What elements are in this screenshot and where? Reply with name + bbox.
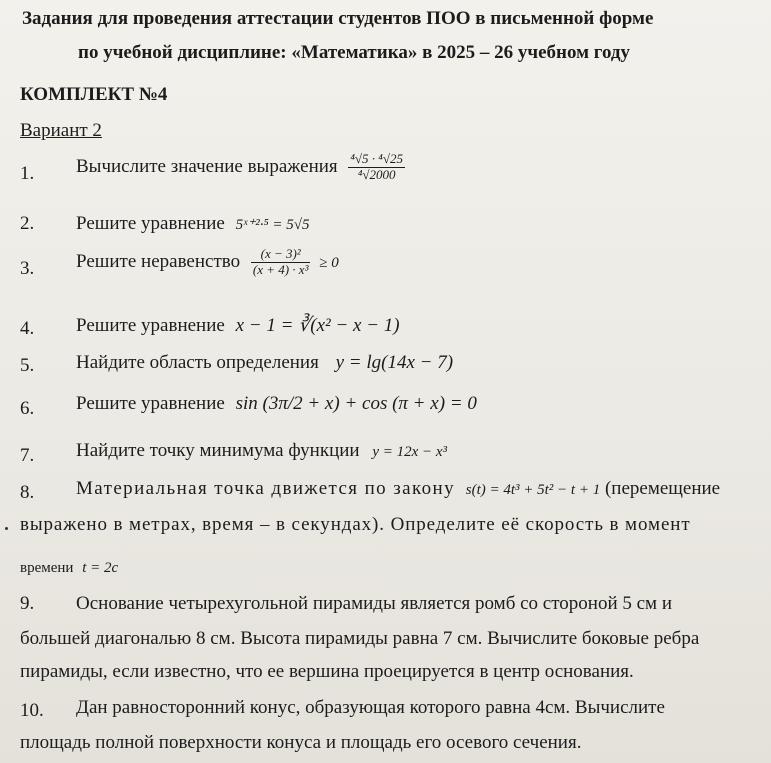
task-1-number: 1. — [20, 163, 35, 184]
task-1-fraction — [348, 152, 405, 183]
variant-title: Вариант 2 — [20, 120, 102, 141]
task-7-math: y = 12x − x³ — [372, 444, 448, 460]
task-5-text: Найдите область определения — [76, 352, 319, 373]
task-2 — [76, 213, 310, 235]
task-2-text: Решите уравнение — [76, 213, 225, 234]
task-1 — [76, 152, 405, 183]
task-8-line-3-math: t = 2c — [82, 560, 119, 576]
task-8-number: 8. — [20, 482, 35, 503]
task-2-math: 5ˣ⁺²·⁵ = 5√5 — [235, 217, 310, 233]
task-4-number: 4. — [20, 318, 35, 339]
task-8-line-3 — [20, 556, 118, 578]
task-8-tail: (перемещение — [604, 478, 721, 499]
task-2-number: 2. — [20, 213, 35, 234]
task-8-line-3-prefix: времени — [20, 560, 74, 576]
task-6-math: sin (3π/2 + x) + cos (π + x) = 0 — [235, 393, 477, 414]
margin-dot — [5, 527, 8, 530]
task-1-text: Вычислите значение выражения — [76, 155, 338, 177]
task-6-number: 6. — [20, 398, 35, 419]
task-6-text: Решите уравнение — [76, 393, 225, 414]
task-9-line-3: пирамиды, если известно, что ее вершина проецируется в центр основания. — [20, 661, 634, 682]
task-5-math: y = lg(14x − 7) — [335, 352, 454, 373]
task-7 — [76, 440, 447, 462]
task-3-denominator: (x + 4) · x³ — [252, 261, 309, 277]
task-10-number: 10. — [20, 700, 44, 721]
task-3-text: Решите неравенство — [76, 250, 241, 272]
task-8-math: s(t) = 4t³ + 5t² − t + 1 — [465, 482, 601, 498]
task-1-numerator: ⁴√5 · ⁴√25 — [350, 151, 403, 166]
task-8-text: Материальная точка движется по закону — [76, 478, 455, 499]
task-3 — [76, 247, 339, 278]
task-1-denominator: ⁴√2000 — [357, 166, 396, 182]
header-line-1: Задания для проведения аттестации студентов ПОО в письменной форме — [22, 8, 654, 29]
task-8-line-2: выражено в метрах, время – в секундах). Определите её скорость в момент — [20, 514, 691, 535]
task-9-line-1: Основание четырехугольной пирамиды является ромб со стороной 5 см и — [76, 593, 672, 614]
task-5 — [76, 352, 453, 374]
task-9-number: 9. — [20, 593, 35, 614]
task-10-line-1: Дан равносторонний конус, образующая которого равна 4см. Вычислите — [76, 697, 665, 718]
header-line-2: по учебной дисциплине: «Математика» в 2025 – 26 учебном году — [78, 42, 631, 63]
task-3-fraction — [251, 247, 311, 278]
task-7-number: 7. — [20, 445, 35, 466]
task-9-line-2: большей диагональю 8 см. Высота пирамиды равна 7 см. Вычислите боковые ребра — [20, 628, 700, 649]
task-4-text: Решите уравнение — [76, 315, 225, 336]
kit-title: КОМПЛЕКТ №4 — [20, 84, 168, 105]
task-4-math: x − 1 = ∛(x² − x − 1) — [235, 315, 400, 336]
task-3-number: 3. — [20, 258, 35, 279]
task-5-number: 5. — [20, 355, 35, 376]
task-6 — [76, 393, 477, 415]
task-8 — [76, 478, 720, 500]
task-4 — [76, 314, 400, 337]
task-7-text: Найдите точку минимума функции — [76, 440, 360, 461]
task-3-numerator: (x − 3)² — [251, 247, 311, 263]
task-10-line-2: площадь полной поверхности конуса и площадь его осевого сечения. — [20, 732, 582, 753]
task-3-tail: ≥ 0 — [319, 254, 339, 271]
